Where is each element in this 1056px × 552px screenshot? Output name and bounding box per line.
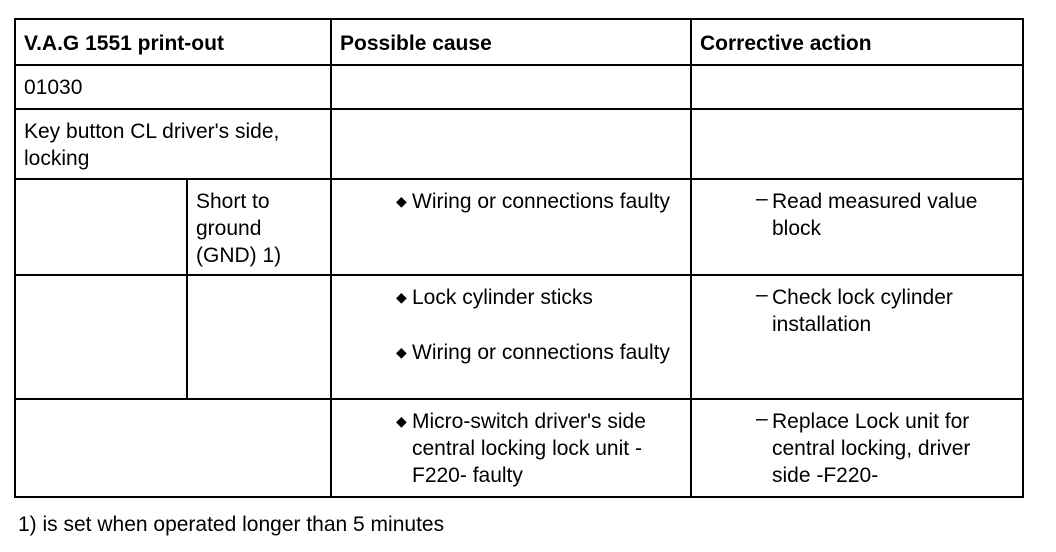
bullet-icon: ◆	[396, 193, 407, 209]
empty-cell	[15, 399, 331, 497]
header-corrective-action: Corrective action	[691, 19, 1023, 65]
cause-text: Wiring or connections faulty	[412, 341, 670, 364]
action-text: Check lock cylinder installation	[772, 286, 953, 336]
cause-text: Micro-switch driver's side central locking lock unit -F220- faulty	[412, 410, 646, 487]
action-item	[700, 408, 1014, 489]
bullet-icon: ◆	[396, 289, 407, 305]
table-row	[15, 275, 1023, 399]
action-cell	[691, 179, 1023, 275]
cause-cell	[331, 179, 691, 275]
empty-cell	[187, 275, 331, 399]
table-row	[15, 179, 1023, 275]
cause-text: Wiring or connections faulty	[412, 190, 670, 213]
header-printout: V.A.G 1551 print-out	[15, 19, 331, 65]
cause-item	[340, 339, 682, 366]
cause-cell	[331, 399, 691, 497]
dash-icon: –	[756, 187, 768, 210]
component-row	[15, 109, 1023, 179]
dash-icon: –	[756, 407, 768, 430]
component-name: Key button CL driver's side, locking	[15, 109, 331, 179]
bullet-icon: ◆	[396, 413, 407, 429]
fault-code: 01030	[15, 65, 331, 109]
empty-cell	[331, 65, 691, 109]
action-text: Read measured value block	[772, 190, 978, 240]
fault-type: Short to ground (GND) 1)	[187, 179, 331, 275]
dash-icon: –	[756, 283, 768, 306]
action-cell	[691, 399, 1023, 497]
empty-cell	[691, 109, 1023, 179]
cause-item	[340, 284, 682, 311]
footnote: 1) is set when operated longer than 5 minutes	[18, 513, 445, 536]
cause-text: Lock cylinder sticks	[412, 286, 593, 309]
action-text: Replace Lock unit for central locking, driver side -F220-	[772, 410, 971, 487]
empty-cell	[691, 65, 1023, 109]
empty-cell	[15, 179, 187, 275]
header-row	[15, 19, 1023, 65]
cause-item	[340, 408, 682, 489]
action-item	[700, 188, 1014, 242]
header-possible-cause: Possible cause	[331, 19, 691, 65]
cause-cell	[331, 275, 691, 399]
bullet-icon: ◆	[396, 344, 407, 360]
cause-item	[340, 188, 682, 215]
table-row	[15, 399, 1023, 497]
fault-table	[14, 18, 1024, 498]
empty-cell	[331, 109, 691, 179]
action-item	[700, 284, 1014, 338]
code-row	[15, 65, 1023, 109]
empty-cell	[15, 275, 187, 399]
action-cell	[691, 275, 1023, 399]
